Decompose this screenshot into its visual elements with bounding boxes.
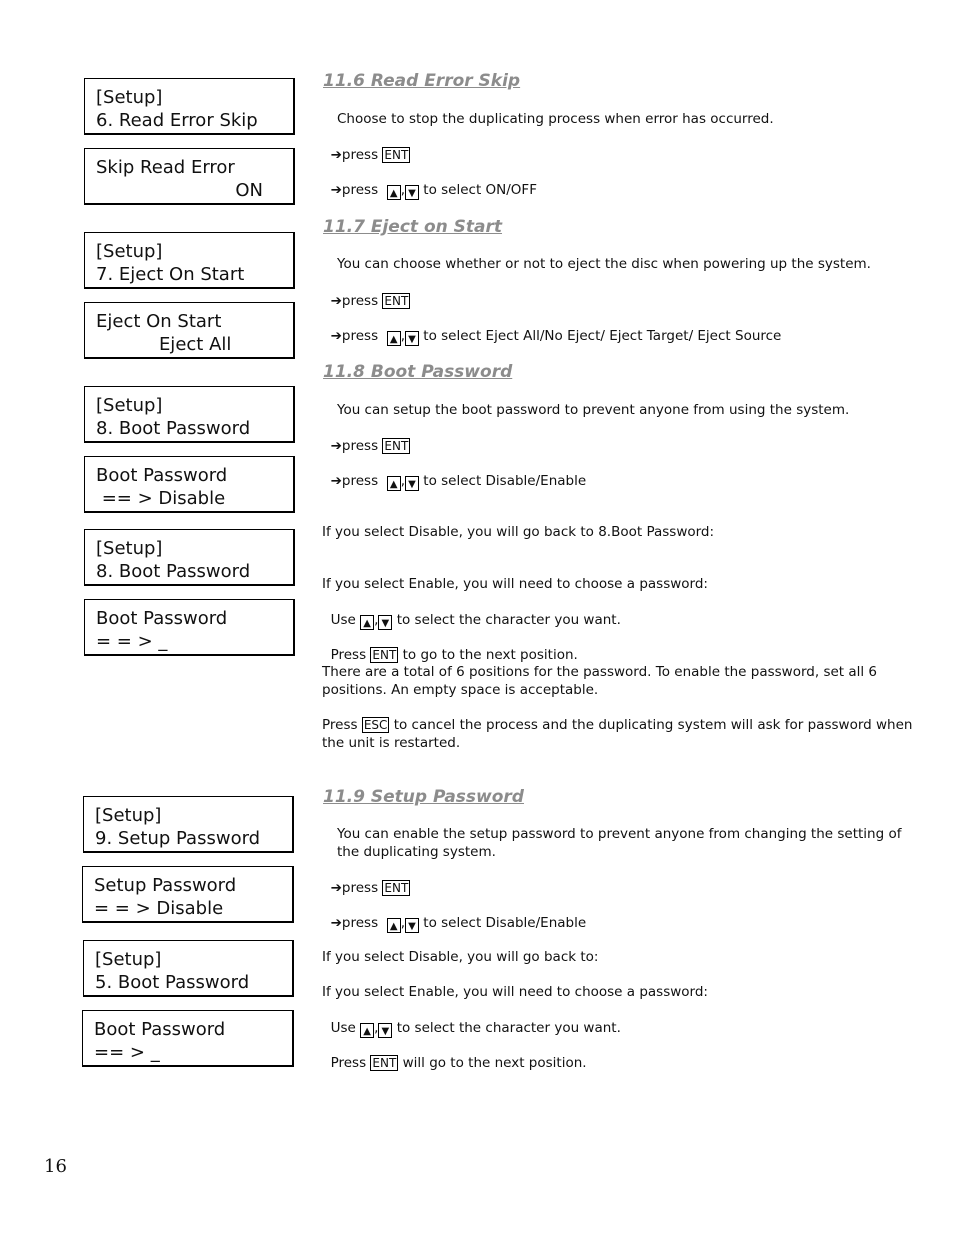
instruction-text: press [341, 915, 383, 931]
lcd-line: 8. Boot Password [96, 561, 251, 582]
separator: , [400, 473, 405, 489]
instruction-text: will go to the next position. [398, 1055, 587, 1071]
instruction-text: to select Disable/Enable [419, 915, 587, 931]
lcd-line: Boot Password [96, 465, 228, 486]
up-arrow-key-icon: ▲ [387, 476, 401, 491]
lcd-screen [84, 386, 295, 443]
esc-key-icon: ESC [363, 718, 388, 732]
instruction-text: Press [330, 1055, 371, 1071]
instruction-text: press [341, 293, 383, 309]
ent-key-icon: ENT [372, 1056, 397, 1070]
lcd-screen [82, 866, 294, 923]
press-instruction [322, 274, 410, 310]
instruction-text: Use [330, 1020, 361, 1036]
instruction-text: to select the character you want. [392, 1020, 621, 1036]
lcd-line: [Setup] [95, 805, 162, 826]
instruction-text: Use [330, 612, 361, 628]
instruction-text: press [341, 147, 383, 163]
separator: , [374, 1020, 379, 1036]
section-description: You can enable the setup password to prevent anyone from changing the setting of the duplicating system. [337, 826, 902, 860]
lcd-line: [Setup] [96, 241, 163, 262]
select-instruction [322, 309, 781, 346]
down-arrow-key-icon: ▼ [378, 1023, 392, 1038]
lcd-line: == > Disable [96, 488, 226, 509]
lcd-line: Eject All [96, 334, 232, 355]
section-description: You can setup the boot password to prevent anyone from using the system. [337, 402, 850, 418]
lcd-line: Skip Read Error [96, 157, 235, 178]
instruction-text: Press [330, 647, 371, 663]
section-heading: 11.7 Eject on Start [323, 217, 503, 237]
press-instruction [322, 861, 410, 897]
instruction-text: to go to the next position. [398, 647, 578, 663]
right-arrow-icon: ➔ [330, 293, 342, 309]
ent-key-icon: ENT [384, 881, 409, 895]
instruction-text: press [341, 182, 383, 198]
ent-key-icon: ENT [384, 439, 409, 453]
separator: , [400, 182, 405, 198]
ent-key-icon: ENT [384, 294, 409, 308]
select-instruction [322, 896, 586, 933]
page-number: 16 [44, 1156, 67, 1177]
lcd-line: 9. Setup Password [95, 828, 261, 849]
right-arrow-icon: ➔ [330, 880, 342, 896]
up-arrow-key-icon: ▲ [387, 918, 401, 933]
up-arrow-key-icon: ▲ [360, 615, 374, 630]
down-arrow-key-icon: ▼ [405, 476, 419, 491]
lcd-line: [Setup] [95, 949, 162, 970]
lcd-line: = = > Disable [94, 898, 224, 919]
lcd-line: 5. Boot Password [95, 972, 250, 993]
lcd-screen [84, 302, 295, 359]
lcd-line: Eject On Start [96, 311, 222, 332]
lcd-line: Boot Password [94, 1019, 226, 1040]
instruction-text: to select Eject All/No Eject/ Eject Target/ Eject Source [419, 328, 782, 344]
lcd-screen [84, 456, 295, 513]
right-arrow-icon: ➔ [330, 147, 342, 163]
ent-key-icon: ENT [384, 148, 409, 162]
lcd-line: 7. Eject On Start [96, 264, 245, 285]
up-arrow-key-icon: ▲ [387, 331, 401, 346]
ent-instruction [322, 1036, 587, 1072]
section-description: Choose to stop the duplicating process when error has occurred. [337, 111, 774, 127]
select-instruction [322, 163, 537, 200]
separator: , [400, 328, 405, 344]
right-arrow-icon: ➔ [330, 473, 342, 489]
lcd-line: == > _ [94, 1042, 160, 1063]
enable-note: If you select Enable, you will need to choose a password: [322, 984, 708, 1000]
lcd-screen [83, 796, 294, 853]
select-instruction [322, 454, 586, 491]
down-arrow-key-icon: ▼ [405, 185, 419, 200]
instruction-text: press [341, 880, 383, 896]
lcd-screen [84, 148, 295, 205]
section-heading: 11.9 Setup Password [323, 787, 524, 807]
instruction-text: to select Disable/Enable [419, 473, 587, 489]
right-arrow-icon: ➔ [330, 915, 342, 931]
lcd-line: ON [235, 180, 263, 201]
ent-instruction [322, 628, 578, 664]
section-description: You can choose whether or not to eject the disc when powering up the system. [337, 256, 871, 272]
disable-note: If you select Disable, you will go back to 8.Boot Password: [322, 524, 715, 540]
disable-note: If you select Disable, you will go back to: [322, 949, 599, 965]
instruction-text: press [341, 438, 383, 454]
lcd-line: = = > _ [96, 631, 168, 652]
lcd-screen [82, 1010, 294, 1067]
lcd-line: [Setup] [96, 395, 163, 416]
separator: , [400, 915, 405, 931]
right-arrow-icon: ➔ [330, 438, 342, 454]
lcd-line: [Setup] [96, 87, 163, 108]
press-instruction [322, 128, 410, 164]
right-arrow-icon: ➔ [330, 182, 342, 198]
lcd-line: [Setup] [96, 538, 163, 559]
lcd-screen [83, 940, 294, 997]
instruction-text: press [341, 328, 383, 344]
lcd-line: 6. Read Error Skip [96, 110, 258, 131]
lcd-screen [84, 529, 295, 586]
up-arrow-key-icon: ▲ [387, 185, 401, 200]
enable-note: If you select Enable, you will need to choose a password: [322, 576, 708, 592]
down-arrow-key-icon: ▼ [378, 615, 392, 630]
down-arrow-key-icon: ▼ [405, 331, 419, 346]
use-instruction [322, 593, 621, 630]
down-arrow-key-icon: ▼ [405, 918, 419, 933]
section-heading: 11.8 Boot Password [323, 362, 513, 382]
lcd-screen [84, 599, 295, 656]
ent-key-icon: ENT [372, 648, 397, 662]
instruction-text: to cancel the process and the duplicating system will ask for password when the unit is restarted. [322, 717, 913, 751]
section-heading: 11.6 Read Error Skip [323, 71, 521, 91]
separator: , [374, 612, 379, 628]
lcd-screen [84, 232, 295, 289]
instruction-text: to select the character you want. [392, 612, 621, 628]
right-arrow-icon: ➔ [330, 328, 342, 344]
esc-instruction [322, 716, 916, 752]
use-instruction [322, 1001, 621, 1038]
press-instruction [322, 419, 410, 455]
instruction-text: press [341, 473, 383, 489]
lcd-screen [84, 78, 295, 135]
lcd-line: 8. Boot Password [96, 418, 251, 439]
lcd-line: Boot Password [96, 608, 228, 629]
lcd-line: Setup Password [94, 875, 237, 896]
instruction-text: to select ON/OFF [419, 182, 537, 198]
up-arrow-key-icon: ▲ [360, 1023, 374, 1038]
positions-note: There are a total of 6 positions for the password. To enable the password, set all 6 positions. An empty space is acceptable. [322, 664, 878, 698]
instruction-text: Press [322, 717, 362, 733]
